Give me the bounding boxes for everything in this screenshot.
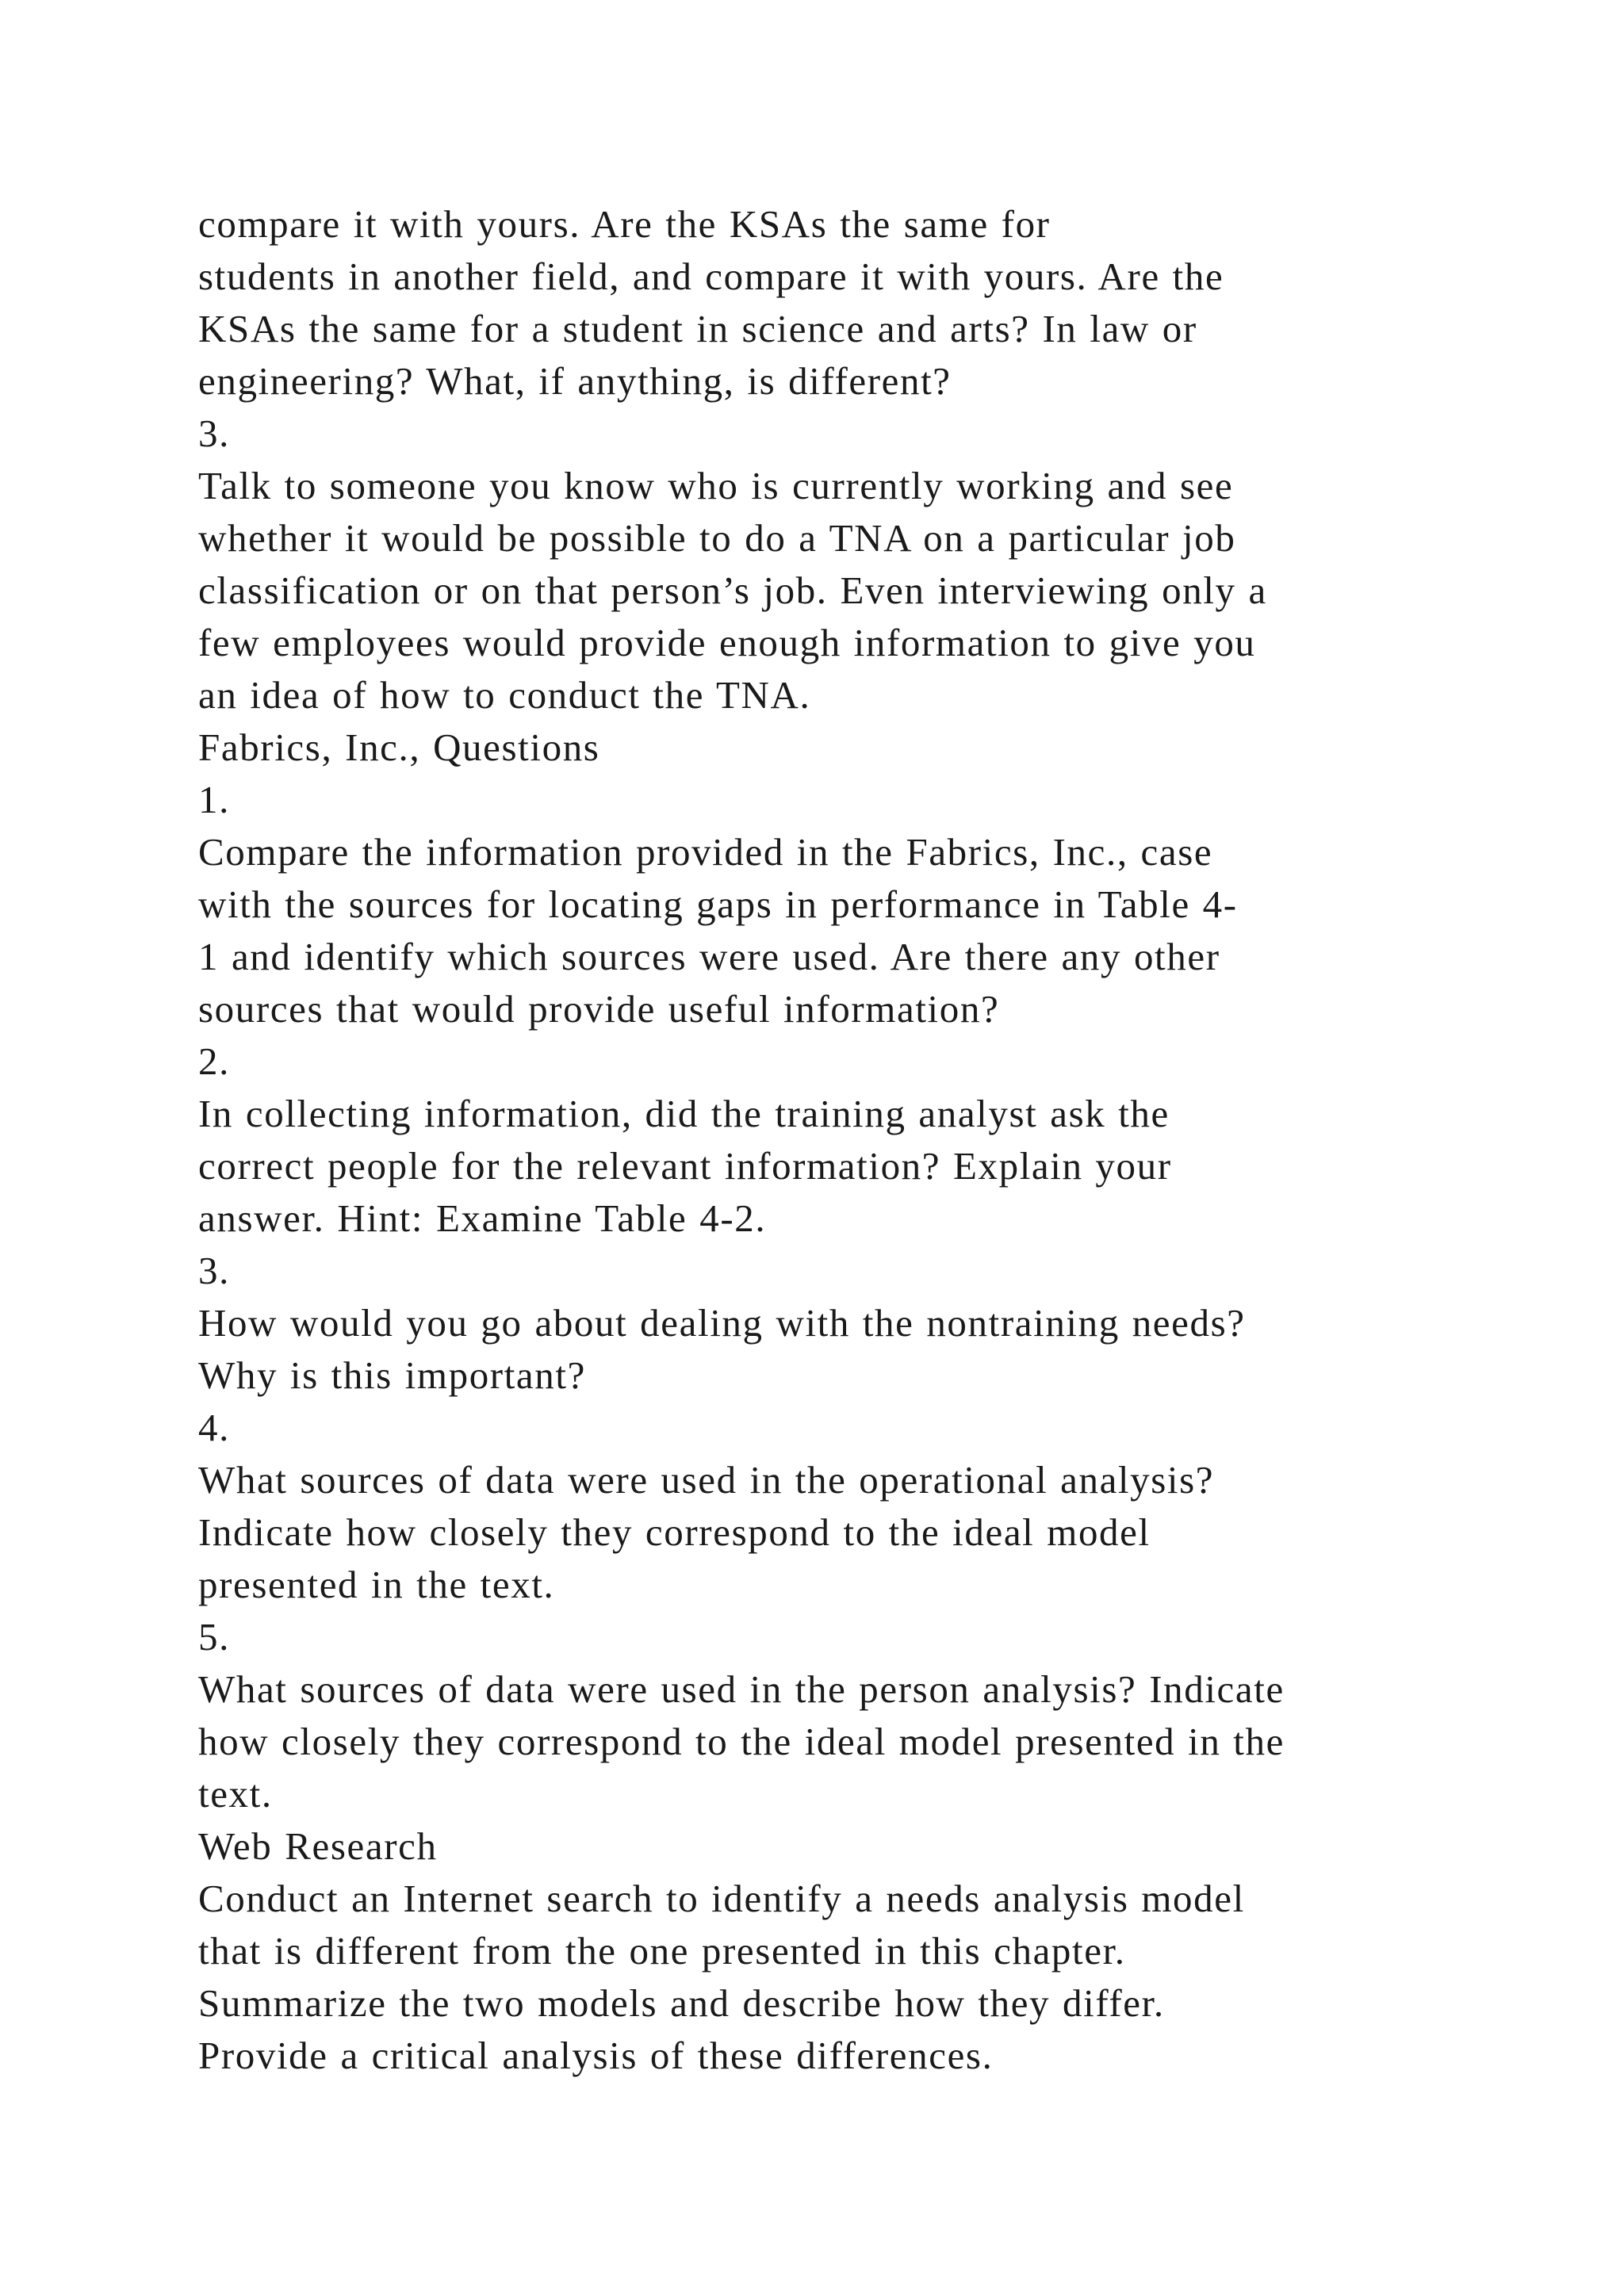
text-line: few employees would provide enough information to give you: [198, 621, 1256, 664]
text-line: an idea of how to conduct the TNA.: [198, 673, 811, 717]
text-line: answer. Hint: Examine Table 4-2.: [198, 1196, 767, 1240]
text-line: classification or on that person’s job. Even interviewing only a: [198, 568, 1267, 612]
text-line: Conduct an Internet search to identify a needs analysis model: [198, 1877, 1245, 1920]
text-line: whether it would be possible to do a TNA on a particular job: [198, 516, 1236, 560]
text-line: engineering? What, if anything, is different?: [198, 359, 952, 403]
text-line: Provide a critical analysis of these differences.: [198, 2034, 994, 2077]
text-line: What sources of data were used in the person analysis? Indicate: [198, 1667, 1285, 1711]
text-line: that is different from the one presented in this chapter.: [198, 1929, 1126, 1973]
section-heading: Fabrics, Inc., Questions: [198, 725, 600, 769]
text-line: Talk to someone you know who is currently working and see: [198, 464, 1234, 507]
list-number: 4.: [198, 1406, 230, 1449]
text-line: Summarize the two models and describe how they differ.: [198, 1981, 1165, 2025]
list-number: 2.: [198, 1039, 230, 1083]
section-heading: Web Research: [198, 1824, 438, 1868]
text-line: Compare the information provided in the Fabrics, Inc., case: [198, 830, 1213, 874]
text-line: how closely they correspond to the ideal model presented in the: [198, 1720, 1285, 1763]
text-line: students in another field, and compare it with yours. Are the: [198, 254, 1224, 298]
list-number: 5.: [198, 1615, 230, 1659]
document-body: [198, 198, 1546, 2082]
text-line: Indicate how closely they correspond to the ideal model: [198, 1510, 1151, 1554]
text-line: Why is this important?: [198, 1353, 586, 1397]
text-line: text.: [198, 1772, 273, 1816]
text-line: presented in the text.: [198, 1563, 555, 1606]
text-line: with the sources for locating gaps in performance in Table 4-: [198, 882, 1238, 926]
list-number: 3.: [198, 1249, 230, 1292]
text-line: In collecting information, did the training analyst ask the: [198, 1092, 1170, 1135]
text-line: How would you go about dealing with the nontraining needs?: [198, 1301, 1246, 1345]
text-line: KSAs the same for a student in science and arts? In law or: [198, 307, 1197, 350]
text-line: 1 and identify which sources were used. Are there any other: [198, 935, 1220, 978]
text-line: sources that would provide useful information?: [198, 987, 1000, 1031]
text-line: correct people for the relevant information? Explain your: [198, 1144, 1172, 1188]
text-line: What sources of data were used in the operational analysis?: [198, 1458, 1215, 1502]
text-line: compare it with yours. Are the KSAs the same for: [198, 202, 1051, 246]
list-number: 3.: [198, 411, 230, 455]
list-number: 1.: [198, 778, 230, 821]
